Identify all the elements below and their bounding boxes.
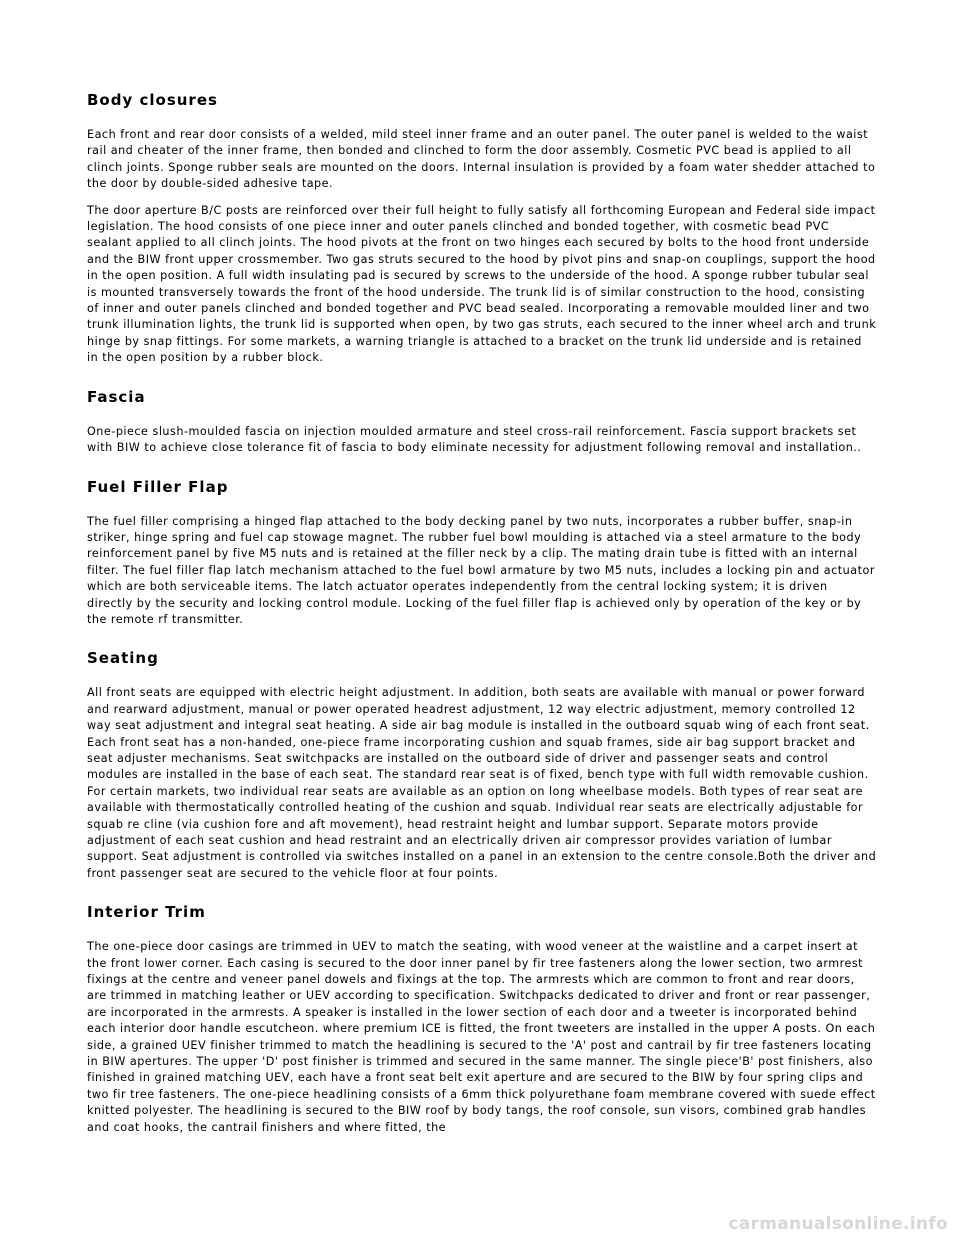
section-interior-trim	[87, 902, 877, 1136]
paragraph: The one-piece door casings are trimmed in UEV to match the seating, with wood veneer at the waistline and a carpet insert at the front lower corner. Each casing is secured to the door inner panel by fir tree fasteners along the lower section, two armrest fixings at the centre and veneer panel dowels and fixings at the top. The armrests which are common to front and rear doors, are trimmed in matching leather or UEV according to specification. Switchpacks dedicated to driver and front or rear passenger, are incorporated in the armrests. A speaker is installed in the lower section of each door and a tweeter is incorporated behind each interior door handle escutcheon. where premium ICE is fitted, the front tweeters are installed in the upper A posts. On each side, a grained UEV finisher trimmed to match the headlining is secured to the 'A' post and cantrail by fir tree fasteners locating in BIW apertures. The upper 'D' post finisher is trimmed and secured in the same manner. The single piece'B' post finishers, also finished in grained matching UEV, each have a front seat belt exit aperture and are secured to the BIW by four spring clips and two fir tree fasteners. The one-piece headlining consists of a 6mm thick polyurethane foam membrane covered with suede effect knitted polyester. The headlining is secured to the BIW roof by body tangs, the roof console, sun visors, combined grab handles and coat hooks, the cantrail finishers and where fitted, the	[87, 940, 876, 1134]
section-heading: Fuel Filler Flap	[87, 477, 229, 496]
document-page	[87, 90, 877, 1156]
section-body-closures	[87, 90, 877, 367]
section-heading: Seating	[87, 649, 159, 668]
watermark-logo: carmanualsonline.info	[728, 1214, 948, 1234]
section-heading: Interior Trim	[87, 903, 206, 922]
section-heading: Body closures	[87, 91, 218, 109]
section-fuel-filler-flap	[87, 477, 877, 629]
paragraph: The door aperture B/C posts are reinforced over their full height to fully satisfy all forthcoming European and Federal side impact legislation. The hood consists of one piece inner and outer panels clinched and bonded together, with cosmetic bead PVC sealant applied to all clinch joints. The hood pivots at the front on two hinges each secured by bolts to the hood front underside and the BIW front upper crossmember. Two gas struts secured to the hood by pivot pins and snap-on couplings, support the hood in the open position. A full width insulating pad is secured by screws to the underside of the hood. A sponge rubber tubular seal is mounted transversely towards the front of the hood underside. The trunk lid is of similar construction to the hood, consisting of inner and outer panels clinched and bonded together and PVC bead sealed. Incorporating a removable moulded liner and two trunk illumination lights, the trunk lid is supported when open, by two gas struts, each secured to the inner wheel arch and trunk hinge by snap fittings. For some markets, a warning triangle is attached to a bracket on the trunk lid underside and is retained in the open position by a rubber block.	[87, 203, 877, 365]
paragraph: The fuel filler comprising a hinged flap attached to the body decking panel by two nuts, incorporates a rubber buffer, snap-in striker, hinge spring and fuel cap stowage magnet. The rubber fuel bowl moulding is attached via a steel armature to the body reinforcement panel by five M5 nuts and is retained at the filler neck by a clip. The mating drain tube is fitted with an internal filter. The fuel filler flap latch mechanism attached to the fuel bowl armature by two M5 nuts, includes a locking pin and actuator which are both serviceable items. The latch actuator operates independently from the central locking system; it is driven directly by the security and locking control module. Locking of the fuel filler flap is achieved only by operation of the key or by the remote rf transmitter.	[87, 514, 875, 626]
section-fascia	[87, 387, 877, 457]
paragraph: All front seats are equipped with electric height adjustment. In addition, both seats are available with manual or power forward and rearward adjustment, manual or power operated headrest adjustment, 12 way electric adjustment, memory controlled 12 way seat adjustment and integral seat heating. A side air bag module is installed in the outboard squab wing of each front seat. Each front seat has a non-handed, one-piece frame incorporating cushion and squab frames, side air bag support bracket and seat adjuster mechanisms. Seat switchpacks are installed on the outboard side of driver and passenger seats and control modules are installed in the base of each seat. The standard rear seat is of fixed, bench type with full width removable cushion. For certain markets, two individual rear seats are available as an option on long wheelbase models. Both types of rear seat are available with thermostatically controlled heating of the cushion and squab. Individual rear seats are electrically adjustable for squab re cline (via cushion fore and aft movement), head restraint height and lumbar support. Separate motors provide adjustment of each seat cushion and head restraint and an electrically driven air compressor provides variation of lumbar support. Seat adjustment is controlled via switches installed on a panel in an extension to the centre console.Both the driver and front passenger seat are secured to the vehicle floor at four points.	[87, 686, 877, 880]
section-seating	[87, 648, 877, 882]
section-heading: Fascia	[87, 387, 146, 406]
paragraph: One-piece slush-moulded fascia on injection moulded armature and steel cross-rail reinforcement. Fascia support brackets set with BIW to achieve close tolerance fit of fascia to body eliminate necessity for adjustment following removal and installation..	[87, 424, 862, 455]
paragraph: Each front and rear door consists of a welded, mild steel inner frame and an outer panel. The outer panel is welded to the waist rail and cheater of the inner frame, then bonded and clinched to form the door assembly. Cosmetic PVC bead is applied to all clinch joints. Sponge rubber seals are mounted on the doors. Internal insulation is provided by a foam water shedder attached to the door by double-sided adhesive tape.	[87, 128, 876, 191]
